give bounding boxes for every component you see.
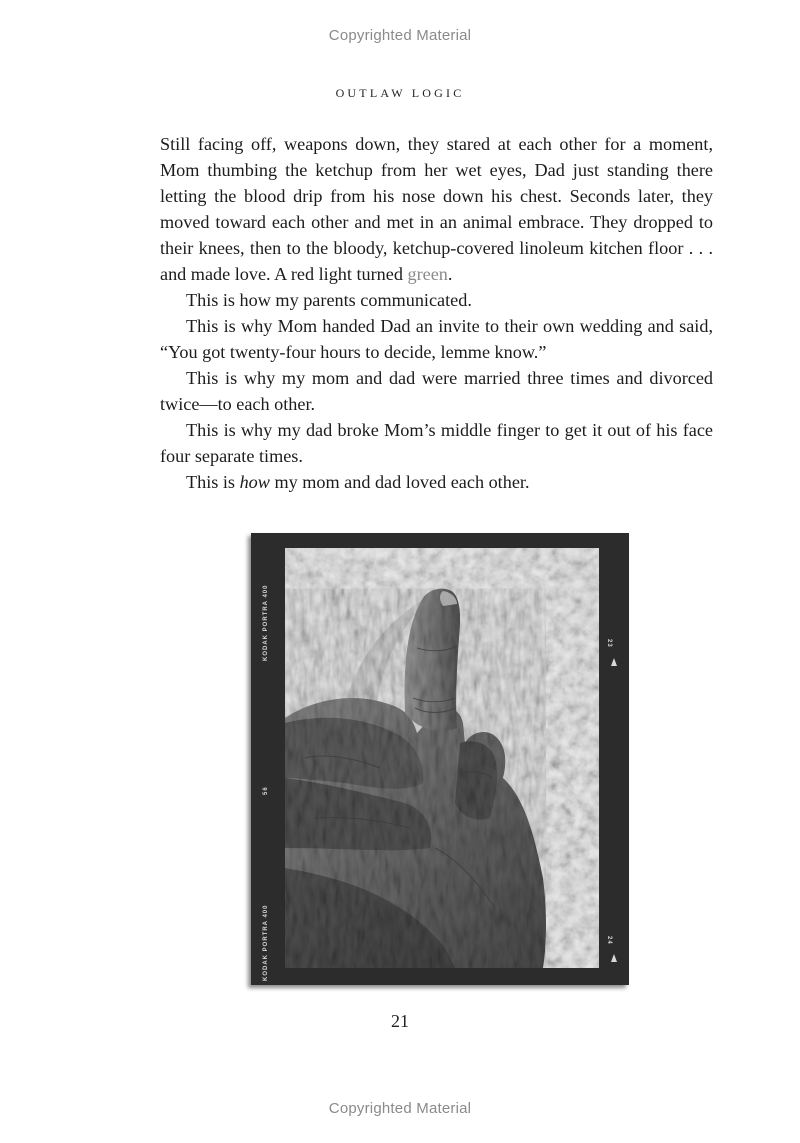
paragraph-6: This is how my mom and dad loved each other.	[186, 472, 530, 492]
film-label-right-bottom: 24	[606, 936, 612, 945]
emphasis-how: how	[239, 472, 270, 492]
film-marker-right-top	[611, 658, 617, 666]
page-number: 21	[391, 1011, 409, 1031]
film-marker-right-bottom	[611, 954, 617, 962]
film-label-left-top: KODAK PORTRA 400	[263, 584, 269, 661]
highlighted-word: green	[407, 264, 448, 284]
film-label-left-bottom: KODAK PORTRA 400	[263, 904, 269, 981]
copyright-watermark-top: Copyrighted Material	[328, 27, 472, 44]
paragraph-5: This is why my dad broke Mom’s middle finger to get it out of his face four separate times.	[160, 420, 713, 466]
paragraph-4: This is why my mom and dad were married three times and divorced twice—to each other.	[160, 368, 713, 414]
paragraph-1: Still facing off, weapons down, they stared at each other for a moment, Mom thumbing the ketchup from her wet eyes, Dad just standing there letting the blood drip from his nose down his chest. Seconds later, they moved toward each other and met in an animal embrace. They dropped to their knees, then to the bloody, ketchup-covered linoleum kitchen floor . . . and made love. A red light turned green.	[160, 134, 713, 284]
paragraph-2: This is how my parents communicated.	[186, 290, 472, 310]
film-label-left-middle: 56	[263, 786, 269, 795]
paragraph-3: This is why Mom handed Dad an invite to their own wedding and said, “You got twenty-four hours to decide, lemme know.”	[160, 316, 713, 362]
copyright-watermark-bottom: Copyrighted Material	[328, 1100, 472, 1117]
body-text	[160, 131, 713, 495]
film-label-right-top: 23	[606, 639, 612, 648]
middle-finger-hand-icon	[285, 548, 599, 968]
film-photo-frame	[251, 533, 629, 985]
running-head: OUTLAW LOGIC	[335, 86, 465, 100]
